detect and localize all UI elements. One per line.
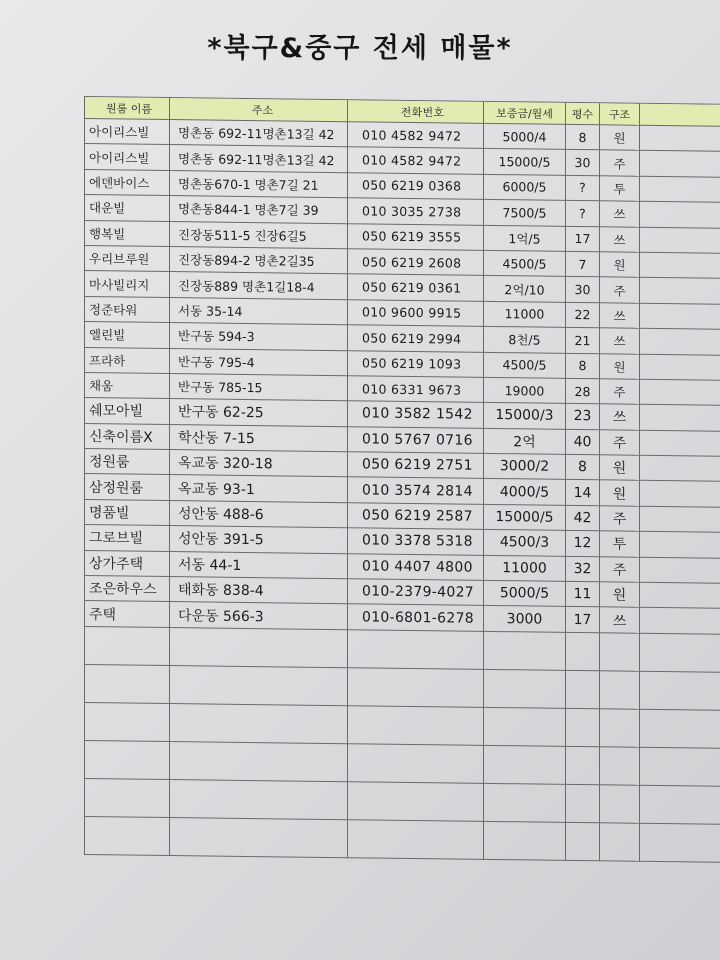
cell-address: 명촌동 692-11명촌13길 42 <box>170 145 348 173</box>
cell-address: 옥교동 320-18 <box>170 450 348 478</box>
empty-cell <box>600 823 640 861</box>
cell-phone: 050 6219 1093 <box>348 351 484 378</box>
cell-name: 행복빌 <box>84 221 170 247</box>
cell-margin <box>640 456 720 482</box>
empty-cell <box>600 747 640 785</box>
cell-margin <box>640 583 720 609</box>
cell-name: 대운빌 <box>84 195 170 221</box>
empty-cell <box>170 818 348 858</box>
cell-phone: 050 6219 2608 <box>348 249 484 276</box>
cell-margin <box>640 380 720 406</box>
cell-margin <box>640 405 720 431</box>
cell-phone: 010 3574 2814 <box>348 478 484 505</box>
cell-type: 원 <box>600 125 640 151</box>
cell-margin <box>640 202 720 228</box>
cell-name: 상가주택 <box>84 551 170 577</box>
cell-name: 명품빌 <box>84 500 170 526</box>
cell-name: 엘린빌 <box>84 322 170 348</box>
cell-size: 8 <box>566 455 600 481</box>
cell-margin <box>640 253 720 279</box>
empty-cell <box>566 671 600 709</box>
cell-type: 쓰 <box>600 328 640 354</box>
empty-cell <box>640 634 720 673</box>
empty-cell <box>566 633 600 671</box>
cell-size: 22 <box>566 303 600 329</box>
cell-address: 반구동 594-3 <box>170 323 348 351</box>
cell-margin <box>640 227 720 253</box>
cell-margin <box>640 151 720 177</box>
cell-name: 에덴바이스 <box>84 170 170 196</box>
empty-cell <box>484 784 566 823</box>
cell-size: 40 <box>566 430 600 456</box>
cell-size: 21 <box>566 328 600 354</box>
empty-cell <box>640 672 720 711</box>
cell-address: 명촌동670-1 명촌7길 21 <box>170 171 348 199</box>
cell-deposit: 4500/3 <box>484 530 566 556</box>
cell-type: 주 <box>600 557 640 583</box>
cell-size: 32 <box>566 557 600 583</box>
cell-deposit: 4500/5 <box>484 251 566 277</box>
cell-deposit: 2억/10 <box>484 276 566 302</box>
cell-address: 태화동 838-4 <box>170 577 348 605</box>
empty-cell <box>484 708 566 747</box>
empty-cell <box>484 822 566 861</box>
cell-margin <box>640 608 720 634</box>
cell-address: 다운동 566-3 <box>170 602 348 630</box>
cell-size: 7 <box>566 252 600 278</box>
cell-size: 23 <box>566 404 600 430</box>
empty-cell <box>348 706 484 746</box>
cell-address: 성안동 391-5 <box>170 526 348 554</box>
cell-phone: 050 6219 3555 <box>348 224 484 251</box>
cell-name: 삼정원룸 <box>84 474 170 500</box>
cell-name: 우리브루원 <box>84 246 170 272</box>
cell-margin <box>640 557 720 583</box>
cell-name: 조은하우스 <box>84 576 170 602</box>
cell-phone: 010-6801-6278 <box>348 605 484 632</box>
cell-name: 정준타워 <box>84 297 170 323</box>
cell-address: 서동 44-1 <box>170 552 348 580</box>
cell-type: 쓰 <box>600 201 640 227</box>
cell-size: ? <box>566 201 600 227</box>
cell-deposit: 2억 <box>484 429 566 455</box>
cell-name: 마사빌리지 <box>84 271 170 297</box>
cell-phone: 010 3035 2738 <box>348 198 484 225</box>
cell-deposit: 3000/2 <box>484 454 566 480</box>
cell-phone: 050 6219 2587 <box>348 503 484 530</box>
listing-table <box>84 96 720 863</box>
empty-cell <box>84 741 170 780</box>
header-type: 구조 <box>600 103 640 125</box>
empty-cell <box>84 665 170 704</box>
cell-phone: 010-2379-4027 <box>348 579 484 606</box>
cell-size: 17 <box>566 226 600 252</box>
empty-cell <box>84 703 170 742</box>
cell-margin <box>640 177 720 203</box>
empty-cell <box>600 709 640 747</box>
empty-cell <box>348 668 484 708</box>
empty-cell <box>170 704 348 744</box>
cell-type: 주 <box>600 506 640 532</box>
cell-phone: 010 4407 4800 <box>348 554 484 581</box>
cell-type: 쓰 <box>600 608 640 634</box>
cell-phone: 010 4582 9472 <box>348 148 484 175</box>
cell-name: 쉐모아빌 <box>84 398 170 424</box>
cell-deposit: 8천/5 <box>484 327 566 353</box>
cell-name: 그로브빌 <box>84 525 170 551</box>
cell-size: 17 <box>566 607 600 633</box>
cell-type: 주 <box>600 278 640 304</box>
cell-address: 학산동 7-15 <box>170 425 348 453</box>
cell-size: 8 <box>566 353 600 379</box>
cell-phone: 010 3378 5318 <box>348 528 484 555</box>
cell-phone: 050 6219 0368 <box>348 173 484 200</box>
cell-name: 주택 <box>84 601 170 627</box>
cell-address: 서동 35-14 <box>170 298 348 326</box>
cell-phone: 010 6331 9673 <box>348 376 484 403</box>
empty-cell <box>600 633 640 671</box>
cell-deposit: 5000/5 <box>484 581 566 607</box>
cell-deposit: 15000/5 <box>484 149 566 175</box>
cell-margin <box>640 329 720 355</box>
cell-margin <box>640 354 720 380</box>
empty-cell <box>566 709 600 747</box>
cell-deposit: 4500/5 <box>484 352 566 378</box>
cell-type: 투 <box>600 176 640 202</box>
cell-type: 주 <box>600 379 640 405</box>
header-margin <box>640 104 720 127</box>
cell-type: 원 <box>600 582 640 608</box>
cell-address: 옥교동 93-1 <box>170 476 348 504</box>
empty-cell <box>566 747 600 785</box>
header-name: 원룸 이름 <box>84 97 170 120</box>
cell-deposit: 11000 <box>484 556 566 582</box>
cell-deposit: 3000 <box>484 606 566 632</box>
cell-address: 반구동 795-4 <box>170 349 348 377</box>
cell-margin <box>640 126 720 152</box>
empty-cell <box>566 823 600 861</box>
cell-deposit: 19000 <box>484 378 566 404</box>
cell-size: 42 <box>566 506 600 532</box>
empty-cell <box>640 786 720 825</box>
cell-size: 12 <box>566 531 600 557</box>
cell-address: 성안동 488-6 <box>170 501 348 529</box>
empty-cell <box>640 710 720 749</box>
cell-deposit: 4000/5 <box>484 479 566 505</box>
cell-margin <box>640 481 720 507</box>
empty-cell <box>348 630 484 670</box>
cell-address: 진장동889 명촌1길18-4 <box>170 272 348 300</box>
empty-cell <box>348 744 484 784</box>
cell-size: 28 <box>566 379 600 405</box>
cell-phone: 010 9600 9915 <box>348 300 484 327</box>
cell-name: 프라하 <box>84 348 170 374</box>
empty-cell <box>640 748 720 787</box>
cell-deposit: 15000/5 <box>484 505 566 531</box>
empty-cell <box>600 671 640 709</box>
header-deposit: 보증금/월세 <box>484 102 566 125</box>
cell-type: 투 <box>600 532 640 558</box>
header-address: 주소 <box>170 98 348 122</box>
cell-phone: 050 6219 2751 <box>348 452 484 479</box>
empty-cell <box>600 785 640 823</box>
cell-address: 진장동511-5 진장6길5 <box>170 222 348 250</box>
cell-margin <box>640 278 720 304</box>
cell-type: 원 <box>600 481 640 507</box>
empty-cell <box>484 632 566 671</box>
cell-name: 아이리스빌 <box>84 119 170 145</box>
header-phone: 전화번호 <box>348 100 484 124</box>
empty-cell <box>170 742 348 782</box>
header-size: 평수 <box>566 103 600 125</box>
cell-name: 신축이름X <box>84 424 170 450</box>
empty-cell <box>348 782 484 822</box>
cell-type: 쓰 <box>600 405 640 431</box>
empty-cell <box>566 785 600 823</box>
cell-margin <box>640 532 720 558</box>
cell-type: 원 <box>600 354 640 380</box>
cell-deposit: 7500/5 <box>484 200 566 226</box>
cell-address: 반구동 785-15 <box>170 374 348 402</box>
empty-cell <box>484 670 566 709</box>
cell-address: 명촌동844-1 명촌7길 39 <box>170 196 348 224</box>
cell-margin <box>640 507 720 533</box>
cell-type: 주 <box>600 151 640 177</box>
cell-size: 14 <box>566 480 600 506</box>
cell-phone: 010 5767 0716 <box>348 427 484 454</box>
cell-type: 주 <box>600 430 640 456</box>
cell-deposit: 1억/5 <box>484 225 566 251</box>
cell-size: 11 <box>566 582 600 608</box>
cell-type: 원 <box>600 455 640 481</box>
empty-cell <box>640 824 720 863</box>
cell-phone: 050 6219 0361 <box>348 275 484 302</box>
cell-type: 쓰 <box>600 227 640 253</box>
cell-address: 반구동 62-25 <box>170 399 348 427</box>
cell-size: 8 <box>566 125 600 151</box>
empty-cell <box>170 780 348 820</box>
empty-cell <box>84 779 170 818</box>
empty-cell <box>484 746 566 785</box>
cell-address: 진장동894-2 명촌2길35 <box>170 247 348 275</box>
cell-margin <box>640 304 720 330</box>
cell-name: 정원룸 <box>84 449 170 475</box>
empty-cell <box>84 627 170 666</box>
cell-name: 채움 <box>84 373 170 399</box>
cell-address: 명촌동 692-11명촌13길 42 <box>170 120 348 148</box>
cell-size: ? <box>566 176 600 202</box>
cell-phone: 010 4582 9472 <box>348 122 484 149</box>
cell-phone: 010 3582 1542 <box>348 402 484 429</box>
cell-name: 아이리스빌 <box>84 144 170 170</box>
cell-deposit: 15000/3 <box>484 403 566 429</box>
cell-deposit: 5000/4 <box>484 124 566 150</box>
cell-margin <box>640 430 720 456</box>
page-title: *북구&중구 전세 매물* <box>207 33 513 64</box>
empty-cell <box>348 820 484 860</box>
empty-row <box>84 817 720 863</box>
cell-deposit: 11000 <box>484 302 566 328</box>
cell-size: 30 <box>566 150 600 176</box>
cell-type: 쓰 <box>600 303 640 329</box>
cell-type: 원 <box>600 252 640 278</box>
empty-cell <box>84 817 170 856</box>
cell-deposit: 6000/5 <box>484 175 566 201</box>
cell-size: 30 <box>566 277 600 303</box>
empty-cell <box>170 628 348 668</box>
empty-cell <box>170 666 348 706</box>
cell-phone: 050 6219 2994 <box>348 325 484 352</box>
